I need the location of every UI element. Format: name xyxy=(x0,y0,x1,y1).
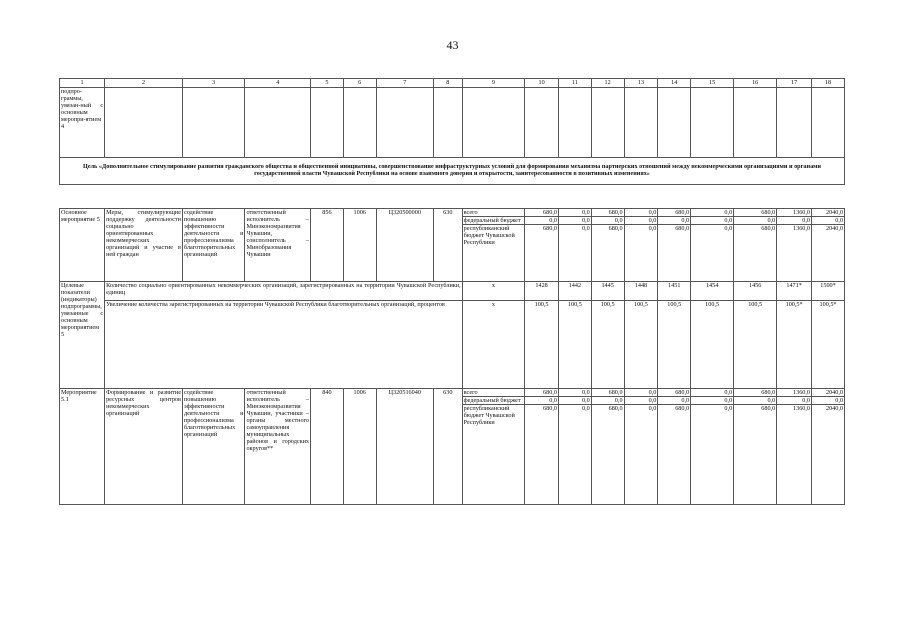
target-text: Количество социально ориентированных некоммерческих организаций, зарегистрированных на территории Чувашской Республики, единиц xyxy=(105,282,463,301)
target-value: 1454 xyxy=(691,282,734,301)
value-cell: 0,0 xyxy=(812,217,845,225)
om5-row-total xyxy=(60,209,845,217)
target-value: 1471* xyxy=(777,282,812,301)
value-cell: 1360,0 xyxy=(777,209,812,217)
col-number: 9 xyxy=(462,79,525,88)
value-cell: 1360,0 xyxy=(777,389,812,397)
target-text: Увеличение количества зарегистрированных на территории Чувашской Республики благотворительных организаций, процентов xyxy=(105,301,463,389)
target-value: 100,5 xyxy=(624,301,658,389)
target-value: 100,5* xyxy=(777,301,812,389)
value-cell: 0,0 xyxy=(658,217,691,225)
col-number: 6 xyxy=(343,79,376,88)
target-x: x xyxy=(462,301,525,389)
target-value: 100,5 xyxy=(734,301,777,389)
page-number: 43 xyxy=(446,38,459,52)
value-cell: 680,0 xyxy=(591,389,624,397)
value-cell: 680,0 xyxy=(658,389,691,397)
value-cell: 0,0 xyxy=(812,397,845,405)
funding-source: всего xyxy=(462,389,525,397)
value-cell: 680,0 xyxy=(734,209,777,217)
value-cell: 680,0 xyxy=(525,389,559,397)
value-cell: 0,0 xyxy=(558,217,591,225)
goal-heading: Цель «Дополнительное стимулирование развития гражданского общества и общественной инициативы, совершенствование инфраструктурных условий для формирования механизма партнерских отношений между некоммерческими организациями и органами государственной власти Чувашской Республики на основе взаимного доверия и открытости, заинтересованности в позитивных изменениях» xyxy=(60,158,845,185)
column-number-row xyxy=(60,79,845,88)
om5-executor: ответственный исполнитель – Минэкономразвития Чувашии, соисполнитель – Минобразования Чувашии xyxy=(245,209,311,282)
value-cell: 0,0 xyxy=(691,405,734,505)
target-value: 1456 xyxy=(734,282,777,301)
om5-code: 1006 xyxy=(343,209,376,217)
col-number: 3 xyxy=(182,79,245,88)
om5-code: 630 xyxy=(433,209,462,217)
funding-source: всего xyxy=(462,209,525,217)
col-number: 17 xyxy=(777,79,812,88)
value-cell: 0,0 xyxy=(624,397,658,405)
value-cell: 680,0 xyxy=(525,209,559,217)
m51-goal: содействие повышению эффективности деятельности и профессионализма благотворительных организаций xyxy=(182,389,245,505)
value-cell: 0,0 xyxy=(525,397,559,405)
target-value: 100,5 xyxy=(591,301,624,389)
value-cell: 0,0 xyxy=(558,405,591,505)
col-number: 14 xyxy=(658,79,691,88)
col-number: 10 xyxy=(525,79,559,88)
value-cell: 680,0 xyxy=(591,225,624,282)
om5-measure: Меры, стимулирующие поддержку деятельности социально ориентированных некоммерческих организаций и участие в ней граждан xyxy=(105,209,183,282)
value-cell: 680,0 xyxy=(658,225,691,282)
om5-title: Основное мероприятие 5 xyxy=(60,209,105,282)
continuation-row xyxy=(60,88,845,158)
value-cell: 0,0 xyxy=(624,389,658,397)
funding-source: федеральный бюджет xyxy=(462,397,525,405)
col-number: 5 xyxy=(311,79,344,88)
m51-title: Мероприятие 5.1 xyxy=(60,389,105,505)
targets-label: Целевые показатели (индикаторы) подпрограммы, увязанные с основным мероприятием 5 xyxy=(60,282,105,389)
value-cell: 680,0 xyxy=(658,209,691,217)
col-number: 16 xyxy=(734,79,777,88)
col-number: 18 xyxy=(812,79,845,88)
value-cell: 0,0 xyxy=(624,217,658,225)
value-cell: 0,0 xyxy=(624,209,658,217)
target-row xyxy=(60,301,845,389)
value-cell: 0,0 xyxy=(691,225,734,282)
data-table xyxy=(59,208,845,505)
om5-code: Ц320500000 xyxy=(376,209,433,217)
col-number: 13 xyxy=(624,79,658,88)
om5-goal: содействие повышению эффективности деятельности и профессионализма благотворительных организаций xyxy=(182,209,245,282)
value-cell: 2040,0 xyxy=(812,405,845,505)
col-number: 8 xyxy=(433,79,462,88)
target-value: 100,5* xyxy=(812,301,845,389)
value-cell: 0,0 xyxy=(691,209,734,217)
m51-measure: Формирование и развитие ресурсных центров некоммерческих организаций xyxy=(105,389,183,505)
target-value: 1448 xyxy=(624,282,658,301)
value-cell: 0,0 xyxy=(734,217,777,225)
value-cell: 1360,0 xyxy=(777,225,812,282)
value-cell: 680,0 xyxy=(525,225,559,282)
value-cell: 0,0 xyxy=(525,217,559,225)
value-cell: 2040,0 xyxy=(812,225,845,282)
m51-code: 1006 xyxy=(343,389,376,397)
value-cell: 680,0 xyxy=(734,389,777,397)
value-cell: 0,0 xyxy=(624,405,658,505)
target-value: 100,5 xyxy=(558,301,591,389)
col-number: 12 xyxy=(591,79,624,88)
value-cell: 680,0 xyxy=(734,225,777,282)
value-cell: 0,0 xyxy=(691,389,734,397)
value-cell: 0,0 xyxy=(558,209,591,217)
value-cell: 2040,0 xyxy=(812,389,845,397)
value-cell: 0,0 xyxy=(591,217,624,225)
value-cell: 0,0 xyxy=(624,225,658,282)
header-table xyxy=(59,78,845,185)
target-value: 1445 xyxy=(591,282,624,301)
funding-source: федеральный бюджет xyxy=(462,217,525,225)
value-cell: 0,0 xyxy=(734,397,777,405)
value-cell: 680,0 xyxy=(591,209,624,217)
m51-executor: ответственный исполнитель – Минэкономразвития Чувашии, участники – органы местного самоуправления муниципальных районов и городских округов** xyxy=(245,389,311,505)
col-number: 15 xyxy=(691,79,734,88)
value-cell: 0,0 xyxy=(558,225,591,282)
value-cell: 0,0 xyxy=(658,397,691,405)
value-cell: 0,0 xyxy=(777,217,812,225)
target-value: 1451 xyxy=(658,282,691,301)
cont-label: подпро-граммы, увязан-ный с основным меропри-ятием 4 xyxy=(60,88,105,158)
value-cell: 0,0 xyxy=(691,397,734,405)
value-cell: 680,0 xyxy=(734,405,777,505)
value-cell: 680,0 xyxy=(591,405,624,505)
value-cell: 0,0 xyxy=(591,397,624,405)
value-cell: 1360,0 xyxy=(777,405,812,505)
col-number: 11 xyxy=(558,79,591,88)
value-cell: 0,0 xyxy=(558,389,591,397)
target-value: 1500* xyxy=(812,282,845,301)
col-number: 2 xyxy=(105,79,183,88)
om5-code: 856 xyxy=(311,209,344,217)
value-cell: 0,0 xyxy=(691,217,734,225)
target-value: 100,5 xyxy=(525,301,559,389)
target-row xyxy=(60,282,845,301)
value-cell: 2040,0 xyxy=(812,209,845,217)
value-cell: 0,0 xyxy=(558,397,591,405)
m51-row-total xyxy=(60,389,845,397)
target-value: 1428 xyxy=(525,282,559,301)
target-value: 100,5 xyxy=(658,301,691,389)
m51-code: 630 xyxy=(433,389,462,397)
col-number: 7 xyxy=(376,79,433,88)
col-number: 1 xyxy=(60,79,105,88)
target-value: 100,5 xyxy=(691,301,734,389)
value-cell: 680,0 xyxy=(658,405,691,505)
funding-source: республиканский бюджет Чувашской Республики xyxy=(462,225,525,282)
m51-code: Ц320516040 xyxy=(376,389,433,397)
value-cell: 680,0 xyxy=(525,405,559,505)
col-number: 4 xyxy=(245,79,311,88)
target-x: x xyxy=(462,282,525,301)
m51-code: 840 xyxy=(311,389,344,397)
target-value: 1442 xyxy=(558,282,591,301)
funding-source: республиканский бюджет Чувашской Республики xyxy=(462,405,525,505)
value-cell: 0,0 xyxy=(777,397,812,405)
